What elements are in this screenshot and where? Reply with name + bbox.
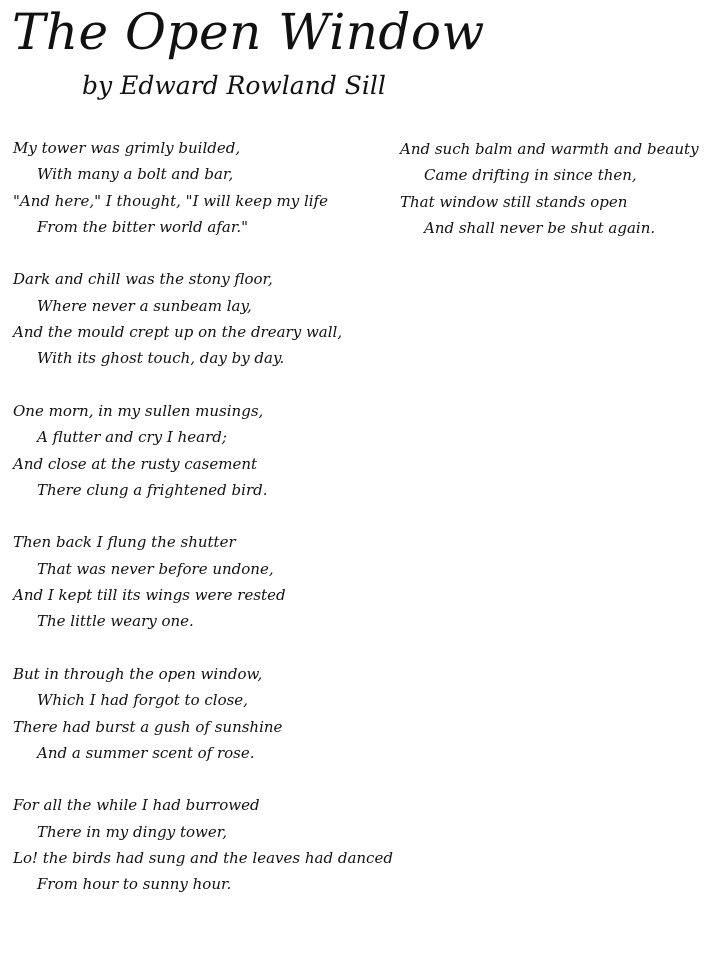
poem-line: A flutter and cry I heard; xyxy=(37,428,227,447)
poem-line: Which I had forgot to close, xyxy=(37,691,248,710)
poem-line: "And here," I thought, "I will keep my life xyxy=(13,191,328,210)
poem-line: There clung a frightened bird. xyxy=(37,480,268,499)
poem-line: Dark and chill was the stony floor, xyxy=(13,270,273,289)
poem-line: Came drifting in since then, xyxy=(424,166,637,185)
poem-line: There in my dingy tower, xyxy=(37,822,228,841)
stanza-6 xyxy=(13,792,398,897)
poem-line: There had burst a gush of sunshine xyxy=(13,717,283,736)
poem-line: But in through the open window, xyxy=(13,664,263,683)
poem-line: Where never a sunbeam lay, xyxy=(37,296,252,315)
poem-line: With its ghost touch, day by day. xyxy=(37,349,285,368)
poem-line: That was never before undone, xyxy=(37,559,274,578)
poem-line: And shall never be shut again. xyxy=(424,218,656,237)
stanza-3 xyxy=(13,398,398,503)
poem-line: And I kept till its wings were rested xyxy=(13,586,286,605)
poem-line: And such balm and warmth and beauty xyxy=(400,140,699,158)
poem-line: And the mould crept up on the dreary wall, xyxy=(13,323,343,342)
poem-line: Lo! the birds had sung and the leaves had danced xyxy=(13,849,393,868)
poem-line: With many a bolt and bar, xyxy=(37,165,234,184)
poem-line: One morn, in my sullen musings, xyxy=(13,401,264,420)
poem-line: My tower was grimly builded, xyxy=(13,139,241,157)
poem-column-left xyxy=(13,135,398,924)
poem-line: From hour to sunny hour. xyxy=(37,875,232,894)
poem-line: From the bitter world afar." xyxy=(37,217,249,236)
poem-column-right xyxy=(400,136,718,267)
stanza-7 xyxy=(400,136,718,241)
poem-line: That window still stands open xyxy=(400,192,628,211)
poem-line: And a summer scent of rose. xyxy=(37,743,255,762)
stanza-1 xyxy=(13,135,398,240)
stanza-4 xyxy=(13,529,398,634)
poem-line: Then back I flung the shutter xyxy=(13,533,236,552)
stanza-5 xyxy=(13,661,398,766)
stanza-2 xyxy=(13,266,398,371)
poem-title: The Open Window xyxy=(12,3,485,61)
poem-line: And close at the rusty casement xyxy=(13,454,258,473)
poem-line: The little weary one. xyxy=(37,612,194,631)
poem-line: For all the while I had burrowed xyxy=(13,796,260,815)
poem-byline: by Edward Rowland Sill xyxy=(82,71,386,100)
